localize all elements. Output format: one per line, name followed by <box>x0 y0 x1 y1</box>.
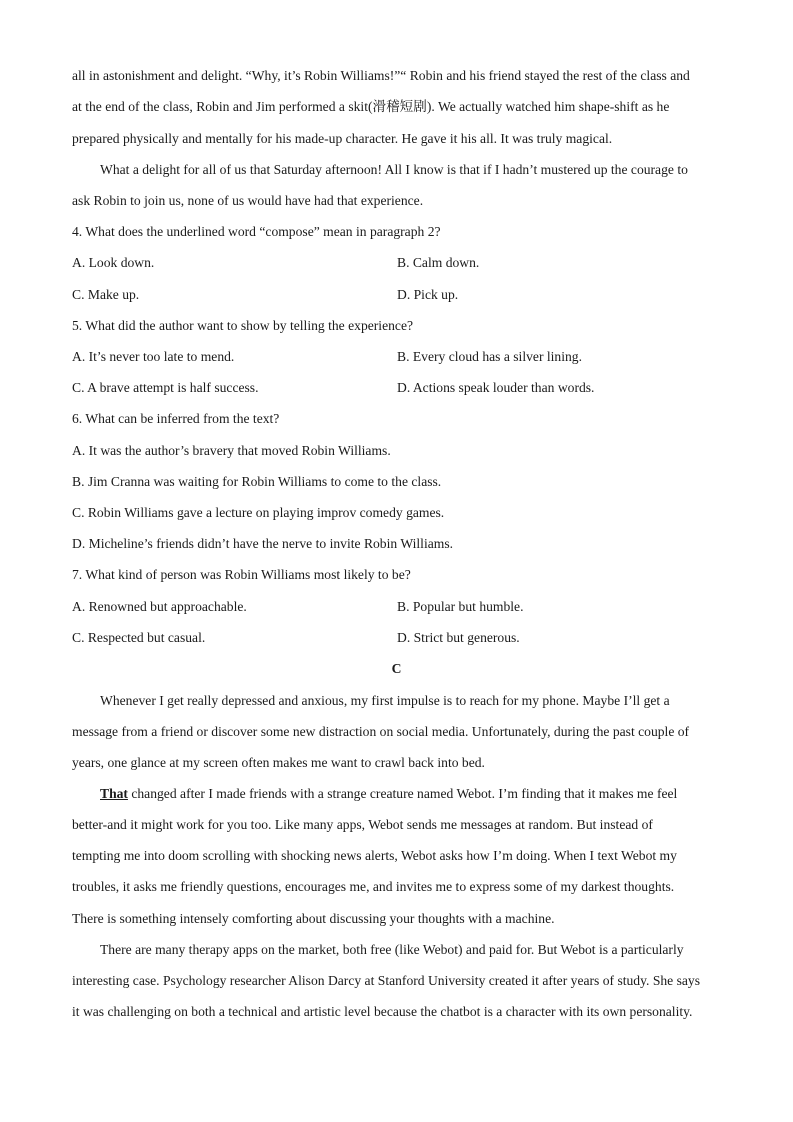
paragraph-line: What a delight for all of us that Saturday afternoon! All I know is that if I hadn’t mustered up the courage to <box>100 162 688 177</box>
paragraph-text: changed after I made friends with a strange creature named Webot. I’m finding that it makes me feel <box>127 786 678 801</box>
paragraph-line: years, one glance at my screen often makes me want to crawl back into bed. <box>72 755 485 770</box>
underlined-word: That <box>100 786 128 801</box>
option-c: C. Robin Williams gave a lecture on playing improv comedy games. <box>72 505 445 520</box>
paragraph-line: all in astonishment and delight. “Why, it’s Robin Williams!”“ Robin and his friend stayed the rest of the class and <box>72 68 690 83</box>
option-c: C. A brave attempt is half success. <box>72 380 259 395</box>
option-a: A. Renowned but approachable. <box>72 599 247 614</box>
option-a: A. It was the author’s bravery that moved Robin Williams. <box>72 443 391 458</box>
section-heading: C <box>391 661 402 676</box>
paragraph-line: ask Robin to join us, none of us would have had that experience. <box>72 193 424 208</box>
paragraph-line: better-and it might work for you too. Like many apps, Webot sends me messages at random. But instead of <box>72 817 653 832</box>
paragraph-line: Whenever I get really depressed and anxious, my first impulse is to reach for my phone. Maybe I’ll get a <box>100 693 670 708</box>
paragraph-line: message from a friend or discover some new distraction on social media. Unfortunately, during the past couple of <box>72 724 690 739</box>
option-d: D. Micheline’s friends didn’t have the nerve to invite Robin Williams. <box>72 536 454 551</box>
paragraph-line: There is something intensely comforting about discussing your thoughts with a machine. <box>72 911 555 926</box>
paragraph-line: tempting me into doom scrolling with shocking news alerts, Webot asks how I’m doing. When I text Webot my <box>72 848 677 863</box>
option-b: B. Popular but humble. <box>397 599 524 614</box>
question-stem: 6. What can be inferred from the text? <box>72 411 280 426</box>
option-a: A. Look down. <box>72 255 155 270</box>
option-b: B. Calm down. <box>397 255 480 270</box>
paragraph-line <box>100 785 677 803</box>
option-c: C. Respected but casual. <box>72 630 206 645</box>
paragraph-line: at the end of the class, Robin and Jim performed a skit(滑稽短剧). We actually watched him shape-shift as he <box>72 99 670 114</box>
question-stem: 4. What does the underlined word “compose” mean in paragraph 2? <box>72 224 441 239</box>
option-b: B. Jim Cranna was waiting for Robin Williams to come to the class. <box>72 474 442 489</box>
option-d: D. Actions speak louder than words. <box>397 380 595 395</box>
paragraph-line: prepared physically and mentally for his made-up character. He gave it his all. It was truly magical. <box>72 131 613 146</box>
question-stem: 7. What kind of person was Robin Williams most likely to be? <box>72 567 411 582</box>
paragraph-line: There are many therapy apps on the market, both free (like Webot) and paid for. But Webot is a particularly <box>100 942 684 957</box>
paragraph-line: interesting case. Psychology researcher Alison Darcy at Stanford University created it after years of study. She says <box>72 973 701 988</box>
paragraph-line: troubles, it asks me friendly questions, encourages me, and invites me to express some of my darkest thoughts. <box>72 879 675 894</box>
option-d: D. Strict but generous. <box>397 630 520 645</box>
question-stem: 5. What did the author want to show by telling the experience? <box>72 318 414 333</box>
option-a: A. It’s never too late to mend. <box>72 349 235 364</box>
option-c: C. Make up. <box>72 287 140 302</box>
option-b: B. Every cloud has a silver lining. <box>397 349 582 364</box>
paragraph-line: it was challenging on both a technical and artistic level because the chatbot is a character with its own personality. <box>72 1004 693 1019</box>
option-d: D. Pick up. <box>397 287 459 302</box>
